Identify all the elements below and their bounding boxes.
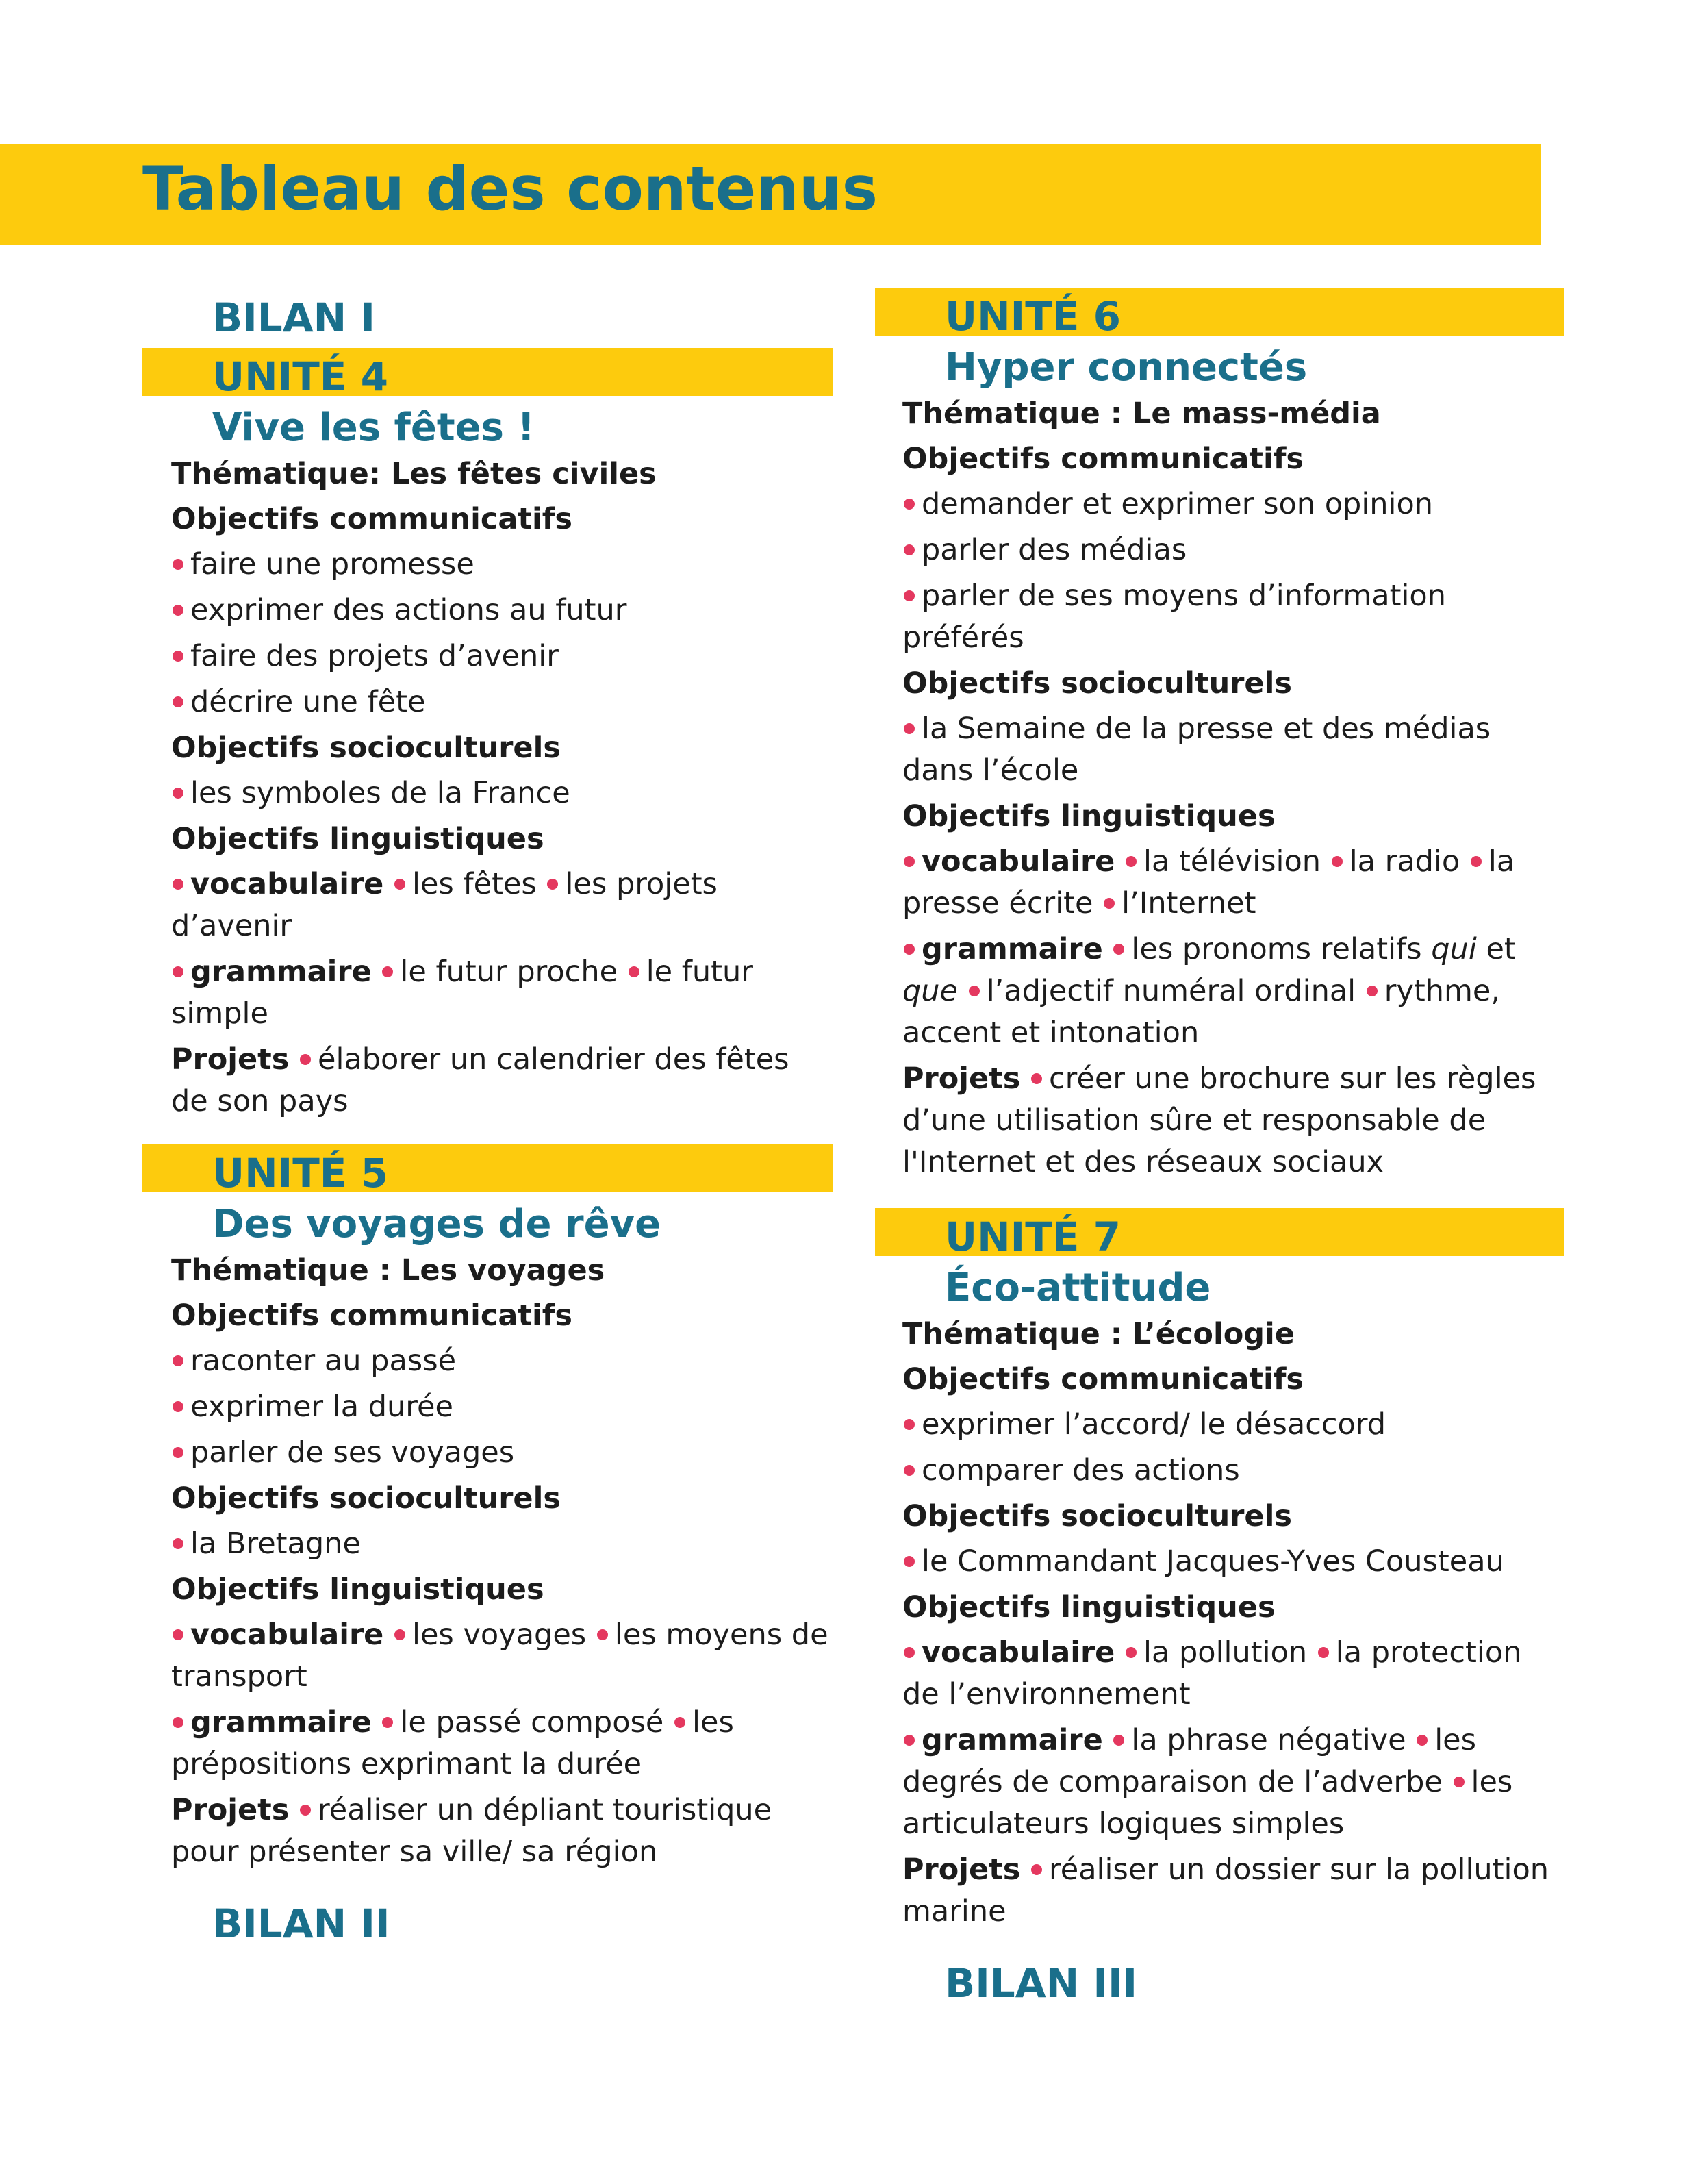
list-item: raconter au passé (171, 1340, 834, 1382)
list-item: demander et exprimer son opinion (902, 484, 1567, 525)
bullet-icon (1367, 986, 1378, 996)
bullet-icon (173, 1538, 183, 1549)
bullet-icon (382, 1717, 393, 1728)
bullet-icon (969, 986, 980, 996)
list-item: la Bretagne (171, 1523, 834, 1565)
objectifs-socioculturels-heading: Objectifs socioculturels (171, 731, 561, 765)
bullet-icon (394, 1629, 405, 1640)
unit-6-label[interactable]: UNITÉ 6 (945, 293, 1121, 340)
bullet-icon (547, 879, 558, 890)
title-band (0, 144, 1541, 245)
unit-5-label[interactable]: UNITÉ 5 (212, 1150, 388, 1196)
bilan-3[interactable]: BILAN III (945, 1960, 1138, 2007)
vocabulaire-line: vocabulaire les voyages les moyens de transport (171, 1618, 828, 1694)
unit-5-content (171, 1250, 834, 1873)
list-item: exprimer l’accord/ le désaccord (902, 1404, 1567, 1446)
bullet-icon (382, 966, 393, 977)
list-item: faire une promesse (171, 544, 834, 586)
unit-5-band (142, 1144, 833, 1196)
bullet-icon (173, 651, 183, 662)
unit-5-title[interactable]: Des voyages de rêve (212, 1202, 661, 1246)
bullet-icon (173, 1629, 183, 1640)
unit-6-title[interactable]: Hyper connectés (945, 345, 1308, 390)
list-item: les symboles de la France (171, 773, 834, 814)
objectifs-linguistiques-heading: Objectifs linguistiques (902, 799, 1276, 833)
bullet-icon (904, 590, 915, 601)
objectifs-linguistiques-heading: Objectifs linguistiques (171, 822, 544, 856)
bullet-icon (300, 1054, 311, 1065)
objectifs-communicatifs-heading: Objectifs communicatifs (171, 502, 573, 536)
right-column (875, 288, 1567, 2013)
bullet-icon (300, 1805, 311, 1816)
unit-6-content (902, 393, 1567, 1183)
objectifs-communicatifs-heading: Objectifs communicatifs (902, 1362, 1304, 1396)
vocabulaire-line: vocabulaire la télévision la radio la presse écrite l’Internet (902, 844, 1515, 920)
bullet-icon (1031, 1073, 1042, 1084)
unit-4-label[interactable]: UNITÉ 4 (212, 353, 388, 400)
bullet-icon (173, 788, 183, 799)
bilan-2[interactable]: BILAN II (212, 1900, 390, 1947)
bullet-icon (173, 1401, 183, 1412)
vocabulaire-line: vocabulaire la pollution la protection de l’environnement (902, 1635, 1522, 1711)
objectifs-linguistiques-heading: Objectifs linguistiques (902, 1590, 1276, 1624)
unit-4-title[interactable]: Vive les fêtes ! (212, 405, 535, 450)
bullet-icon (173, 879, 183, 890)
bullet-icon (1113, 1735, 1124, 1746)
unit-4-band (142, 348, 833, 400)
bullet-icon (173, 1717, 183, 1728)
projets-line: Projets créer une brochure sur les règles d’une utilisation sûre et responsable de l'Internet et des réseaux sociaux (902, 1062, 1536, 1179)
projets-line: Projets réaliser un dossier sur la pollution marine (902, 1853, 1549, 1929)
bilan-1[interactable]: BILAN I (212, 294, 375, 341)
list-item: parler des médias (902, 529, 1567, 571)
grammaire-line: grammaire la phrase négative les degrés de comparaison de l’adverbe les articulateurs logiques simples (902, 1723, 1513, 1841)
page-title: Tableau des contenus (142, 153, 878, 224)
bullet-icon (1113, 944, 1124, 955)
bullet-icon (173, 966, 183, 977)
bullet-icon (1126, 1647, 1137, 1658)
bullet-icon (173, 605, 183, 616)
unit-7-band (875, 1208, 1564, 1260)
unit-6-band (875, 288, 1564, 340)
thematique: Thématique: Les fêtes civiles (171, 457, 657, 491)
unit-4-content (171, 453, 834, 1122)
bullet-icon (1104, 898, 1115, 909)
grammaire-line: grammaire le passé composé les prépositions exprimant la durée (171, 1705, 734, 1781)
objectifs-communicatifs-heading: Objectifs communicatifs (171, 1298, 573, 1333)
thematique: Thématique : L’écologie (902, 1317, 1295, 1351)
list-item: la Semaine de la presse et des médias dans l’école (902, 712, 1491, 788)
bullet-icon (904, 856, 915, 867)
list-item: le Commandant Jacques-Yves Cousteau (902, 1541, 1567, 1583)
projets-line: Projets élaborer un calendrier des fêtes de son pays (171, 1042, 789, 1118)
bullet-icon (173, 1355, 183, 1366)
objectifs-socioculturels-heading: Objectifs socioculturels (902, 666, 1292, 701)
vocabulaire-line: vocabulaire les fêtes les projets d’avenir (171, 867, 718, 943)
objectifs-communicatifs-heading: Objectifs communicatifs (902, 442, 1304, 476)
bullet-icon (904, 723, 915, 734)
projets-line: Projets réaliser un dépliant touristique pour présenter sa ville/ sa région (171, 1793, 772, 1869)
bullet-icon (904, 499, 915, 510)
bullet-icon (1454, 1777, 1465, 1787)
list-item: parler de ses voyages (171, 1432, 834, 1474)
unit-7-content (902, 1314, 1567, 1933)
unit-7-title[interactable]: Éco-attitude (945, 1266, 1211, 1310)
bullet-icon (629, 966, 639, 977)
grammaire-line: grammaire les pronoms relatifs qui et que l’adjectif numéral ordinal rythme, accent et intonation (902, 932, 1516, 1050)
objectifs-socioculturels-heading: Objectifs socioculturels (902, 1499, 1292, 1533)
list-item: exprimer des actions au futur (171, 590, 834, 631)
unit-7-label[interactable]: UNITÉ 7 (945, 1214, 1121, 1260)
left-column (142, 288, 834, 1954)
bullet-icon (674, 1717, 685, 1728)
bullet-icon (904, 1419, 915, 1430)
bullet-icon (1332, 856, 1343, 867)
bullet-icon (173, 696, 183, 707)
bullet-icon (394, 879, 405, 890)
list-item: décrire une fête (171, 681, 834, 723)
bullet-icon (173, 559, 183, 570)
list-item: parler de ses moyens d’information préférés (902, 579, 1446, 655)
thematique: Thématique : Le mass-média (902, 397, 1381, 431)
list-item: faire des projets d’avenir (171, 636, 834, 677)
bullet-icon (904, 1735, 915, 1746)
list-item: comparer des actions (902, 1450, 1567, 1492)
grammaire-line: grammaire le futur proche le futur simple (171, 955, 753, 1031)
bullet-icon (904, 1647, 915, 1658)
bullet-icon (1471, 856, 1482, 867)
objectifs-linguistiques-heading: Objectifs linguistiques (171, 1572, 544, 1607)
list-item: exprimer la durée (171, 1386, 834, 1428)
thematique: Thématique : Les voyages (171, 1253, 605, 1288)
bullet-icon (597, 1629, 608, 1640)
bullet-icon (173, 1447, 183, 1458)
bullet-icon (904, 944, 915, 955)
bullet-icon (904, 1465, 915, 1476)
bullet-icon (904, 544, 915, 555)
bullet-icon (904, 1556, 915, 1567)
bullet-icon (1031, 1864, 1042, 1875)
bullet-icon (1417, 1735, 1428, 1746)
bullet-icon (1126, 856, 1137, 867)
bullet-icon (1318, 1647, 1329, 1658)
objectifs-socioculturels-heading: Objectifs socioculturels (171, 1481, 561, 1516)
